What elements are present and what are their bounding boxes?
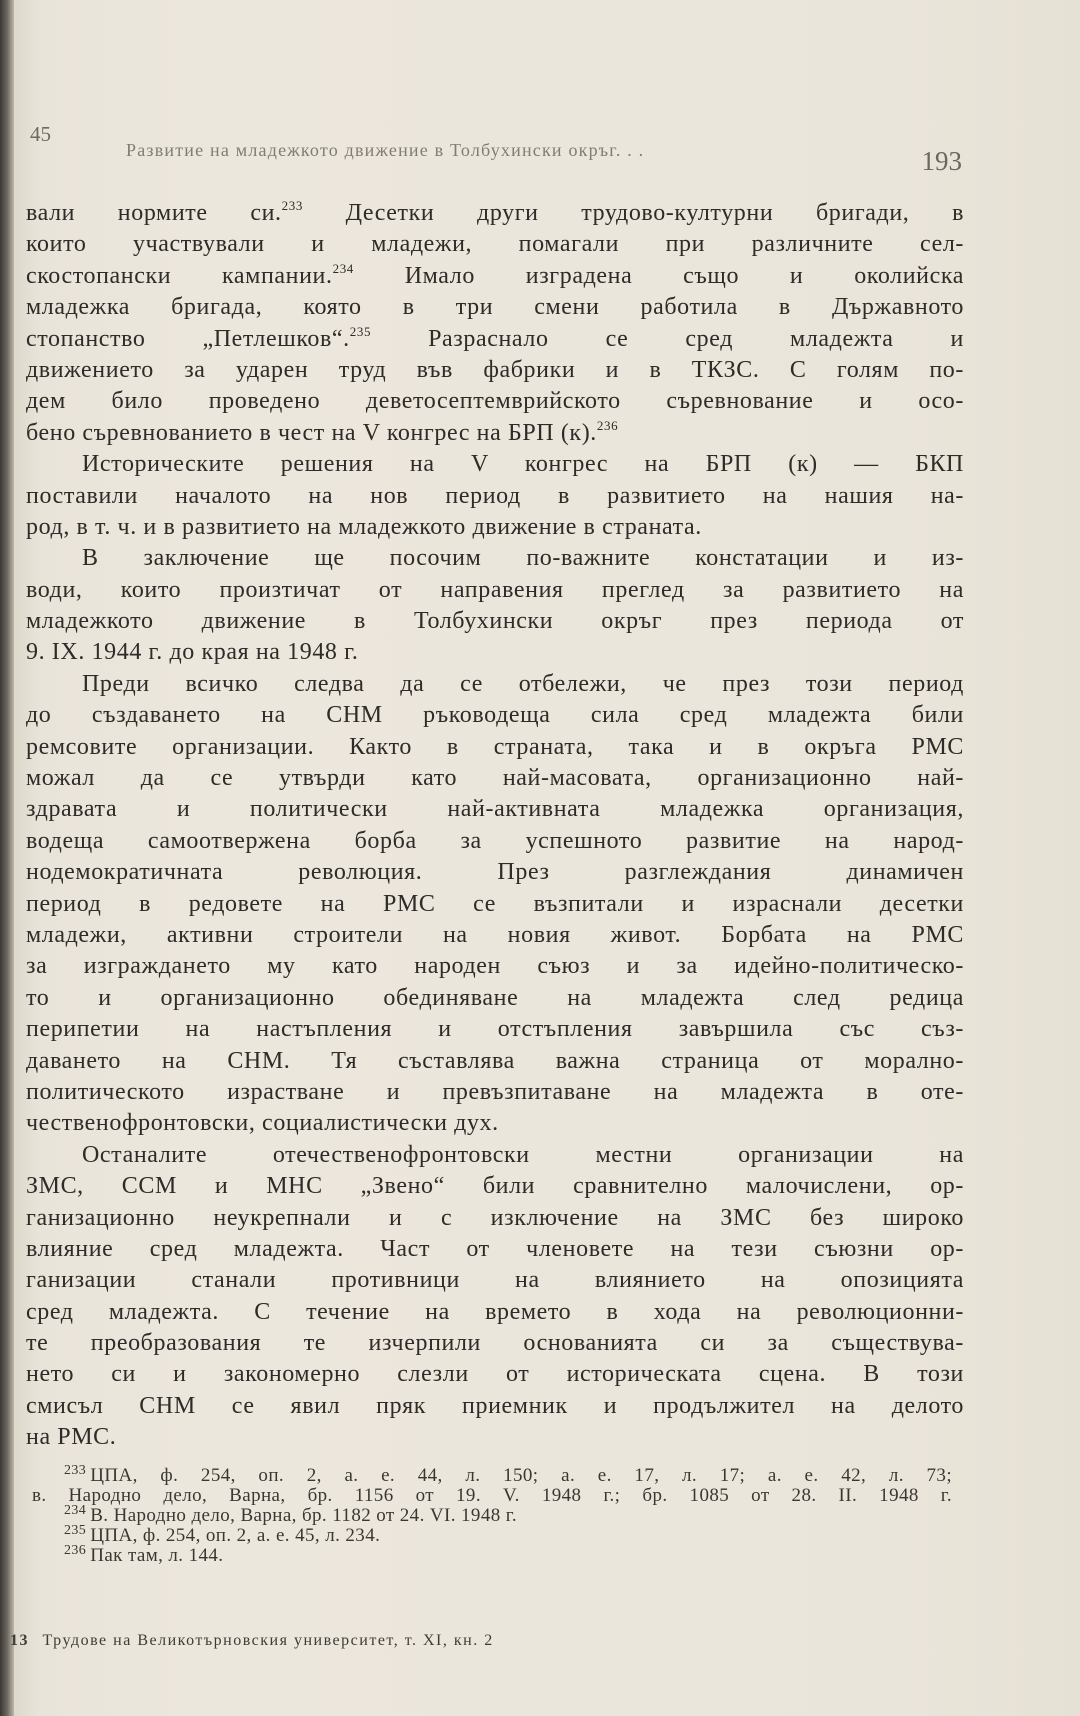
text-line — [26, 418, 964, 449]
text-line — [26, 1297, 964, 1328]
text-line — [26, 794, 964, 825]
text-line-content: нодемократичната революция. През разглеждания динамичен — [26, 859, 964, 886]
text-line — [26, 1046, 964, 1077]
text-line — [26, 1359, 964, 1390]
text-line — [26, 386, 964, 417]
text-line-content: Преди всичко следва да се отбележи, че през този период — [82, 670, 964, 697]
text-line-content: сред младежта. С течение на времето в хода на революционни- — [26, 1298, 964, 1325]
text-line — [26, 1108, 964, 1139]
footnote — [32, 1486, 952, 1506]
text-line-content: даването на СНМ. Тя съставлява важна страница от морално- — [26, 1047, 964, 1074]
text-line — [26, 449, 964, 480]
text-line — [26, 198, 964, 229]
page-number: 193 — [921, 146, 962, 176]
text-line — [26, 292, 964, 323]
footnote — [32, 1543, 952, 1566]
text-line-content: здравата и политически най-активната младежка организация, — [26, 796, 964, 823]
left-page-number: 45 — [30, 122, 51, 146]
text-line-content: младежкото движение в Толбухински окръг през периода от — [26, 608, 964, 635]
text-line — [26, 1265, 964, 1296]
text-line — [26, 1422, 964, 1453]
footnote-number: 234 — [64, 1503, 87, 1518]
text-line-continuation: Имало изградена също и околийска — [353, 262, 964, 289]
text-line-content: за изграждането му като народен съюз и за идейно-политическо- — [26, 953, 964, 980]
footnote — [32, 1463, 952, 1486]
footnote-number: 233 — [64, 1463, 87, 1478]
text-line-content: младежи, активни строители на новия живот. Борбата на РМС — [26, 921, 964, 948]
text-line-content: перипетии на настъпления и отстъпления завършила със съз- — [26, 1016, 964, 1043]
text-line — [26, 261, 964, 292]
text-line-content: период в редовете на РМС се възпитали и израснали десетки — [26, 890, 964, 917]
text-line-content: Историческите решения на V конгрес на БРП (к) — БКП — [82, 451, 964, 478]
text-line — [26, 324, 964, 355]
body-text — [26, 198, 964, 1454]
text-line-content: Останалите отечественофронтовски местни организации на — [82, 1141, 964, 1168]
text-line — [26, 1171, 964, 1202]
text-line — [26, 355, 964, 386]
footnote — [32, 1523, 952, 1546]
text-line — [26, 512, 964, 543]
footnote-reference: 236 — [596, 417, 619, 433]
text-line-content: политическото израстване и превъзпитаване на младежта в оте- — [26, 1078, 964, 1105]
text-line — [26, 1391, 964, 1422]
text-line-content: влияние сред младежта. Част от членовете на тези съюзни ор- — [26, 1235, 964, 1262]
text-line — [26, 1203, 964, 1234]
text-line-content: които участвували и младежи, помагали при различните сел- — [26, 231, 964, 258]
footnote-text: В. Народно дело, Варна, бр. 1182 от 24. VI. 1948 г. — [90, 1505, 517, 1526]
text-line-content: род, в т. ч. и в развитието на младежкото движение в страната. — [26, 513, 702, 540]
footnote — [32, 1503, 952, 1526]
footnote-text: ЦПА, ф. 254, оп. 2, а. е. 44, л. 150; а. е. 17, л. 17; а. е. 42, л. 73; — [90, 1465, 952, 1486]
text-line-content: поставили началото на нов период в развитието на нашия на- — [26, 482, 964, 509]
text-line — [26, 229, 964, 260]
footnote-reference: 233 — [281, 198, 303, 213]
text-line-content: нето си и закономерно слезли от историческата сцена. В този — [26, 1361, 964, 1388]
text-line — [26, 983, 964, 1014]
text-line-content: бено съревнованието в чест на V конгрес на БРП (к). — [26, 419, 597, 446]
text-line — [26, 889, 964, 920]
text-line-content: В заключение ще посочим по-важните констатации и из- — [82, 545, 964, 572]
text-line-content: ганизации станали противници на влиянието на опозицията — [26, 1267, 964, 1294]
text-line-content: на РМС. — [26, 1424, 117, 1451]
signature-number: 13 — [10, 1632, 29, 1649]
footnote-reference: 235 — [349, 323, 372, 339]
text-line-content: ганизационно неукрепнали и с изключение на ЗМС без широко — [26, 1204, 964, 1231]
footnote-text: в. Народно дело, Варна, бр. 1156 от 19. V. 1948 г.; бр. 1085 от 28. II. 1948 г. — [32, 1485, 952, 1506]
text-line-content: то и организационно обединяване на младежта след редица — [26, 984, 964, 1011]
text-line — [26, 732, 964, 763]
text-line — [26, 951, 964, 982]
text-line-content: смисъл СНМ се явил пряк приемник и продължител на делото — [26, 1392, 964, 1419]
text-line — [26, 1077, 964, 1108]
text-line — [26, 1328, 964, 1359]
text-line-content: те преобразования те изчерпили основанията си за съществува- — [26, 1330, 964, 1357]
text-line-content: дем било проведено деветосептемврийското съревнование и осо- — [26, 388, 964, 415]
text-line — [26, 481, 964, 512]
text-line-content: младежка бригада, която в три смени работила в Държавното — [26, 294, 964, 321]
text-line — [26, 575, 964, 606]
text-line-content: водеща самоотвержена борба за успешното развитие на народ- — [26, 827, 964, 854]
text-line — [26, 543, 964, 574]
text-line — [26, 1234, 964, 1265]
text-line-content: до създаването на СНМ ръководеща сила сред младежта били — [26, 702, 964, 729]
footnote-number: 236 — [64, 1543, 87, 1558]
text-line-content: 9. IX. 1944 г. до края на 1948 г. — [26, 639, 359, 666]
text-line — [26, 637, 964, 668]
footnote-number: 235 — [64, 1523, 87, 1538]
text-line — [26, 1014, 964, 1045]
text-line — [26, 700, 964, 731]
text-line-content: стопанство „Петлешков“. — [26, 325, 350, 352]
footnote-text: Пак там, л. 144. — [90, 1545, 224, 1566]
text-line — [26, 826, 964, 857]
text-line-content: вали нормите си. — [26, 200, 282, 226]
signature-text: Трудове на Великотърновския университет, т. XI, кн. 2 — [42, 1632, 494, 1649]
printer-signature — [10, 1632, 494, 1650]
text-line — [26, 857, 964, 888]
text-line — [26, 606, 964, 637]
text-line-content: ЗМС, ССМ и МНС „Звено“ били сравнително малочислени, ор- — [26, 1173, 964, 1200]
text-line-content: можал да се утвърди като най-масовата, организационно най- — [26, 765, 964, 792]
text-line-continuation: Разраснало се сред младежта и — [371, 325, 964, 352]
text-line — [26, 1140, 964, 1171]
footnote-reference: 234 — [332, 260, 354, 276]
text-line-content: ремсовите организации. Както в страната, така и в окръга РМС — [26, 733, 964, 760]
text-line — [26, 920, 964, 951]
book-binding-edge — [0, 0, 14, 1716]
text-line — [26, 763, 964, 794]
text-line-content: движението за ударен труд във фабрики и в ТКЗС. С голям по- — [26, 356, 964, 383]
text-line-continuation: Десетки други трудово-културни бригади, в — [302, 200, 964, 226]
text-line-content: води, които произтичат от направения преглед за развитието на — [26, 576, 964, 603]
text-line — [26, 669, 964, 700]
text-line-content: скостопански кампании. — [26, 262, 333, 289]
page-header — [30, 120, 970, 176]
running-title: Развитие на младежкото движение в Толбухински окръг. . . — [126, 140, 645, 160]
footnotes — [32, 1463, 952, 1566]
footnote-text: ЦПА, ф. 254, оп. 2, а. е. 45, л. 234. — [90, 1525, 381, 1546]
text-line-content: чественофронтовски, социалистически дух. — [26, 1110, 499, 1137]
